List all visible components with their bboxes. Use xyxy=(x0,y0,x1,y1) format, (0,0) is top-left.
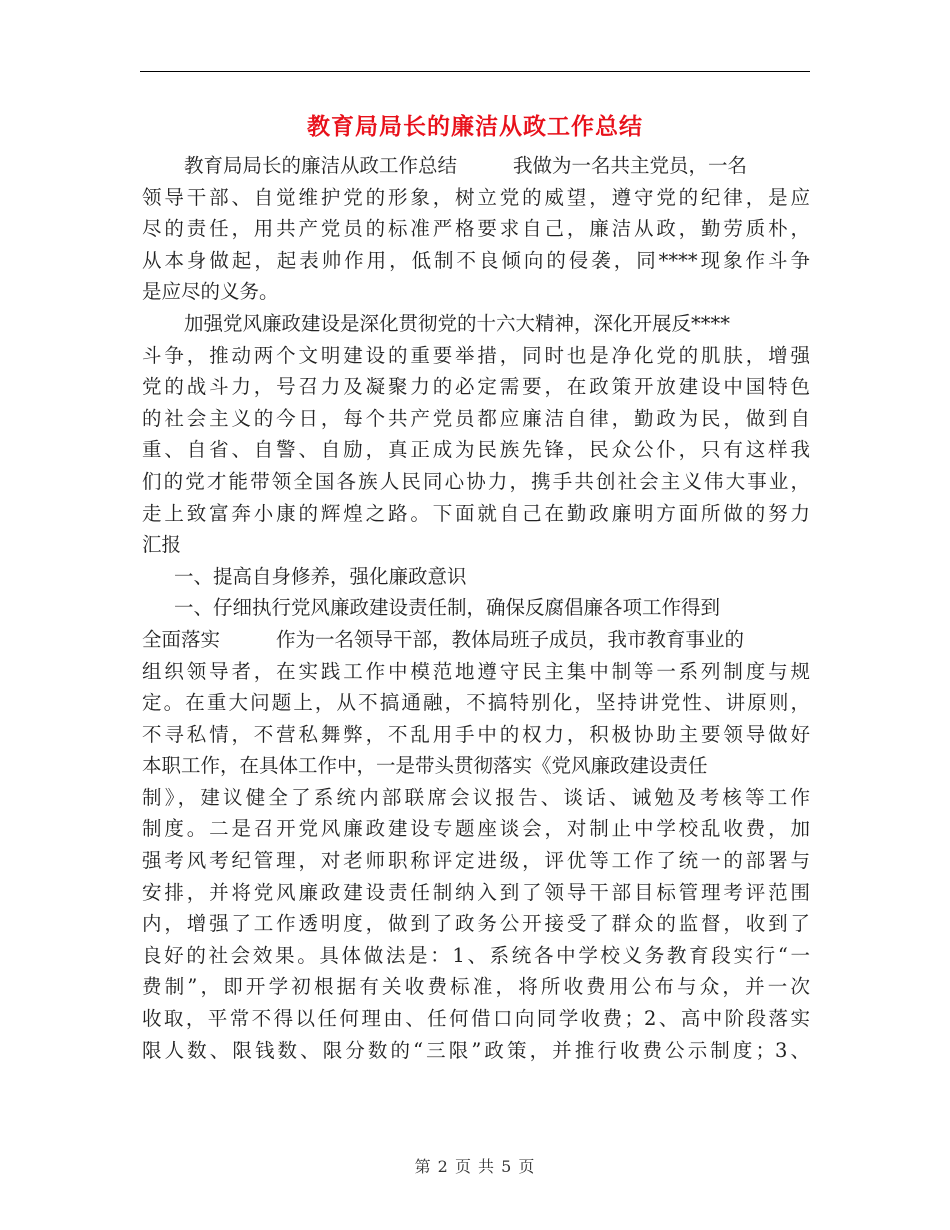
paragraph-line: 限人数、限钱数、限分数的“三限”政策，并推行收费公示制度；3、 xyxy=(142,1038,810,1062)
paragraph-line: 不寻私情，不营私舞弊，不乱用手中的权力，积极协助主要领导做好 xyxy=(142,722,810,746)
header-rule xyxy=(140,71,810,72)
section-heading: 一、提高自身修养，强化廉政意识 xyxy=(174,564,467,588)
paragraph-line: 全面落实 作为一名领导干部，教体局班子成员，我市教育事业的 xyxy=(142,627,745,651)
paragraph-line: 费制”，即开学初根据有关收费标准，将所收费用公布与众，并一次 xyxy=(142,975,810,999)
page-number-footer: 第 2 页 共 5 页 xyxy=(414,1157,536,1176)
paragraph-line: 教育局局长的廉洁从政工作总结 我做为一名共主党员，一名 xyxy=(184,154,748,177)
paragraph-line: 党的战斗力，号召力及凝聚力的必定需要，在政策开放建设中国特色 xyxy=(142,375,810,399)
paragraph-line: 制》，建议健全了系统内部联席会议报告、谈话、诫勉及考核等工作 xyxy=(142,785,810,809)
paragraph-line: 组织领导者，在实践工作中模范地遵守民主集中制等一系列制度与规 xyxy=(142,659,810,683)
paragraph-line: 安排，并将党风廉政建设责任制纳入到了领导干部目标管理考评范围 xyxy=(142,880,810,904)
paragraph-line: 是应尽的义务。 xyxy=(142,280,279,304)
paragraph-line: 本职工作，在具体工作中，一是带头贯彻落实《党风廉政建设责任 xyxy=(142,754,708,778)
paragraph-line: 加强党风廉政建设是深化贯彻党的十六大精神，深化开展反**** xyxy=(184,311,731,335)
paragraph-line: 从本身做起，起表帅作用，低制不良倾向的侵袭，同****现象作斗争 xyxy=(142,248,810,272)
paragraph-line: 内，增强了工作透明度，做到了政务公开接受了群众的监督，收到了 xyxy=(142,912,810,936)
document-body xyxy=(142,150,810,1066)
paragraph-line: 领导干部、自觉维护党的形象，树立党的威望，遵守党的纪律，是应 xyxy=(142,185,810,209)
paragraph-line: 走上致富奔小康的辉煌之路。下面就自己在勤政廉明方面所做的努力 xyxy=(142,501,810,525)
paragraph-line: 良好的社会效果。具体做法是：1、系统各中学校义务教育段实行“一 xyxy=(142,943,810,967)
paragraph-line: 定。在重大问题上，从不搞通融，不搞特别化，坚持讲党性、讲原则， xyxy=(142,691,810,715)
paragraph-line: 斗争，推动两个文明建设的重要举措，同时也是净化党的肌肤，增强 xyxy=(142,343,810,367)
paragraph-line: 重、自省、自警、自励，真正成为民族先锋，民众公仆，只有这样我 xyxy=(142,438,810,462)
paragraph-line: 收取，平常不得以任何理由、任何借口向同学收费；2、高中阶段落实 xyxy=(142,1007,810,1031)
paragraph-line: 制度。二是召开党风廉政建设专题座谈会，对制止中学校乱收费，加 xyxy=(142,817,810,841)
paragraph-line: 尽的责任，用共产党员的标准严格要求自己，廉洁从政，勤劳质朴， xyxy=(142,217,810,241)
paragraph-line: 们的党才能带领全国各族人民同心协力，携手共创社会主义伟大事业， xyxy=(142,469,810,493)
paragraph-line: 强考风考纪管理，对老师职称评定进级，评优等工作了统一的部署与 xyxy=(142,849,810,873)
paragraph-line: 一、仔细执行党风廉政建设责任制，确保反腐倡廉各项工作得到 xyxy=(174,596,721,620)
paragraph-line: 汇报 xyxy=(142,533,182,557)
paragraph-line: 的社会主义的今日，每个共产党员都应廉洁自律，勤政为民，做到自 xyxy=(142,406,810,430)
document-title: 教育局局长的廉洁从政工作总结 xyxy=(307,113,643,140)
